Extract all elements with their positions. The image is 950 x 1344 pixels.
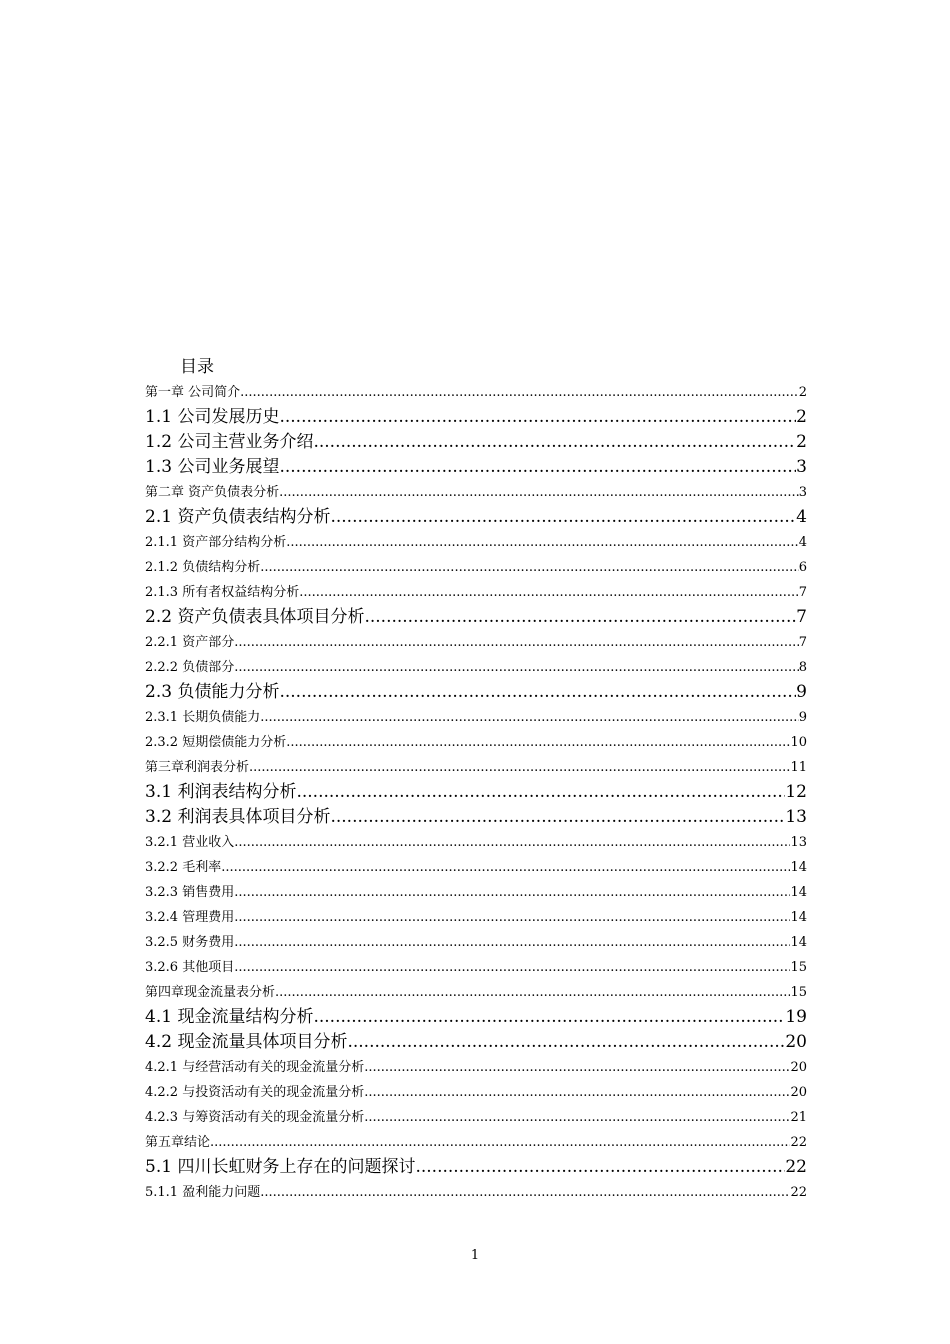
toc-dot-leader xyxy=(234,630,799,655)
toc-dot-leader xyxy=(234,830,790,855)
toc-entry-page: 3 xyxy=(798,485,807,500)
toc-entry[interactable] xyxy=(145,1005,807,1030)
toc-entry-page: 15 xyxy=(790,960,807,975)
toc-entry[interactable] xyxy=(145,555,807,580)
toc-entry-page: 3 xyxy=(796,457,807,477)
toc-entry-page: 13 xyxy=(790,835,807,850)
toc-entry-page: 12 xyxy=(785,782,807,802)
toc-entry-title: 2.3.2 短期偿债能力分析 xyxy=(145,735,287,750)
toc-entry-title: 第三章利润表分析 xyxy=(145,760,250,775)
toc-dot-leader xyxy=(234,880,790,905)
toc-dot-leader xyxy=(260,555,799,580)
toc-entry[interactable] xyxy=(145,505,807,530)
toc-dot-leader xyxy=(364,1080,790,1105)
toc-entry-title: 1.2 公司主营业务介绍 xyxy=(145,432,314,452)
toc-entry-title: 1.1 公司发展历史 xyxy=(145,407,280,427)
toc-entry-title: 2.3 负债能力分析 xyxy=(145,682,280,702)
table-of-contents xyxy=(145,380,807,1205)
toc-entry-title: 4.2.1 与经营活动有关的现金流量分析 xyxy=(145,1060,365,1075)
toc-entry-page: 15 xyxy=(790,985,807,1000)
toc-entry-title: 4.1 现金流量结构分析 xyxy=(145,1007,314,1027)
toc-title: 目录 xyxy=(180,357,214,377)
toc-dot-leader xyxy=(330,505,796,530)
toc-entry-title: 3.2.2 毛利率 xyxy=(145,860,222,875)
toc-dot-leader xyxy=(234,955,790,980)
toc-entry-page: 2 xyxy=(796,407,807,427)
toc-entry[interactable] xyxy=(145,380,807,405)
toc-dot-leader xyxy=(234,905,790,930)
toc-entry-page: 22 xyxy=(790,1185,807,1200)
toc-dot-leader xyxy=(330,805,785,830)
toc-dot-leader xyxy=(279,455,796,480)
toc-entry-page: 4 xyxy=(798,535,807,550)
toc-entry-page: 20 xyxy=(785,1032,807,1052)
toc-dot-leader xyxy=(364,1055,790,1080)
toc-entry-title: 2.1.1 资产部分结构分析 xyxy=(145,535,287,550)
toc-dot-leader xyxy=(249,755,790,780)
toc-dot-leader xyxy=(286,530,799,555)
toc-entry-page: 2 xyxy=(796,432,807,452)
toc-entry-page: 6 xyxy=(798,560,807,575)
toc-entry[interactable] xyxy=(145,880,807,905)
toc-dot-leader xyxy=(240,380,799,405)
toc-dot-leader xyxy=(234,655,799,680)
toc-entry[interactable] xyxy=(145,730,807,755)
toc-entry-page: 14 xyxy=(790,860,807,875)
toc-entry-title: 2.2.1 资产部分 xyxy=(145,635,235,650)
toc-entry-page: 20 xyxy=(790,1060,807,1075)
toc-entry-page: 4 xyxy=(796,507,807,527)
toc-entry[interactable] xyxy=(145,805,807,830)
toc-dot-leader xyxy=(313,430,796,455)
toc-entry-title: 3.2 利润表具体项目分析 xyxy=(145,807,331,827)
toc-entry-title: 第二章 资产负债表分析 xyxy=(145,485,280,500)
toc-entry-title: 4.2.2 与投资活动有关的现金流量分析 xyxy=(145,1085,365,1100)
toc-entry-page: 20 xyxy=(790,1085,807,1100)
toc-dot-leader xyxy=(364,605,796,630)
toc-dot-leader xyxy=(260,1180,790,1205)
toc-entry-page: 14 xyxy=(790,910,807,925)
toc-entry-title: 3.2.3 销售费用 xyxy=(145,885,235,900)
toc-entry-title: 2.3.1 长期负债能力 xyxy=(145,710,261,725)
toc-entry-page: 21 xyxy=(790,1110,807,1125)
toc-entry[interactable] xyxy=(145,1130,807,1155)
toc-entry-title: 3.2.5 财务费用 xyxy=(145,935,235,950)
toc-dot-leader xyxy=(221,855,790,880)
toc-entry-page: 10 xyxy=(790,735,807,750)
toc-entry-title: 2.2 资产负债表具体项目分析 xyxy=(145,607,365,627)
toc-entry-title: 第四章现金流量表分析 xyxy=(145,985,276,1000)
toc-dot-leader xyxy=(279,405,796,430)
toc-entry[interactable] xyxy=(145,480,807,505)
toc-dot-leader xyxy=(279,680,796,705)
toc-entry[interactable] xyxy=(145,830,807,855)
toc-entry-title: 3.2.4 管理费用 xyxy=(145,910,235,925)
toc-entry[interactable] xyxy=(145,530,807,555)
toc-dot-leader xyxy=(260,705,799,730)
toc-entry-page: 9 xyxy=(796,682,807,702)
toc-entry[interactable] xyxy=(145,655,807,680)
toc-entry-title: 4.2 现金流量具体项目分析 xyxy=(145,1032,348,1052)
toc-entry-title: 4.2.3 与筹资活动有关的现金流量分析 xyxy=(145,1110,365,1125)
toc-entry[interactable] xyxy=(145,905,807,930)
toc-entry[interactable] xyxy=(145,580,807,605)
toc-entry[interactable] xyxy=(145,980,807,1005)
toc-entry-title: 3.2.6 其他项目 xyxy=(145,960,235,975)
toc-entry[interactable] xyxy=(145,955,807,980)
toc-entry-page: 13 xyxy=(785,807,807,827)
toc-entry[interactable] xyxy=(145,705,807,730)
toc-dot-leader xyxy=(415,1155,785,1180)
toc-dot-leader xyxy=(347,1030,785,1055)
toc-entry-title: 第一章 公司简介 xyxy=(145,385,241,400)
toc-entry[interactable] xyxy=(145,430,807,455)
toc-entry[interactable] xyxy=(145,1155,807,1180)
toc-entry-page: 22 xyxy=(785,1157,807,1177)
toc-entry[interactable] xyxy=(145,1030,807,1055)
toc-entry-title: 5.1.1 盈利能力问题 xyxy=(145,1185,261,1200)
toc-entry-page: 7 xyxy=(798,585,807,600)
toc-entry-page: 14 xyxy=(790,885,807,900)
toc-entry-title: 1.3 公司业务展望 xyxy=(145,457,280,477)
toc-entry[interactable] xyxy=(145,1105,807,1130)
toc-entry[interactable] xyxy=(145,780,807,805)
toc-entry-title: 2.2.2 负债部分 xyxy=(145,660,235,675)
toc-entry-title: 第五章结论 xyxy=(145,1135,211,1150)
toc-entry-title: 2.1 资产负债表结构分析 xyxy=(145,507,331,527)
toc-entry-title: 3.2.1 营业收入 xyxy=(145,835,235,850)
toc-entry[interactable] xyxy=(145,455,807,480)
toc-entry-title: 5.1 四川长虹财务上存在的问题探讨 xyxy=(145,1157,416,1177)
toc-dot-leader xyxy=(275,980,790,1005)
toc-dot-leader xyxy=(210,1130,790,1155)
toc-entry[interactable] xyxy=(145,680,807,705)
toc-entry-page: 11 xyxy=(790,760,807,775)
toc-entry-page: 7 xyxy=(796,607,807,627)
page-number: 1 xyxy=(470,1248,480,1263)
toc-dot-leader xyxy=(279,480,799,505)
toc-dot-leader xyxy=(313,1005,785,1030)
toc-entry-page: 9 xyxy=(798,710,807,725)
toc-entry[interactable] xyxy=(145,1055,807,1080)
toc-entry-page: 19 xyxy=(785,1007,807,1027)
toc-dot-leader xyxy=(286,730,790,755)
toc-entry[interactable] xyxy=(145,605,807,630)
toc-dot-leader xyxy=(299,580,799,605)
toc-entry[interactable] xyxy=(145,405,807,430)
toc-entry[interactable] xyxy=(145,930,807,955)
toc-dot-leader xyxy=(364,1105,790,1130)
toc-entry-page: 22 xyxy=(790,1135,807,1150)
toc-entry-page: 14 xyxy=(790,935,807,950)
toc-entry-page: 2 xyxy=(798,385,807,400)
toc-entry-title: 2.1.2 负债结构分析 xyxy=(145,560,261,575)
toc-entry[interactable] xyxy=(145,1180,807,1205)
toc-entry[interactable] xyxy=(145,1080,807,1105)
toc-entry[interactable] xyxy=(145,755,807,780)
toc-dot-leader xyxy=(296,780,785,805)
toc-entry-title: 3.1 利润表结构分析 xyxy=(145,782,297,802)
toc-entry-page: 7 xyxy=(798,635,807,650)
toc-dot-leader xyxy=(234,930,790,955)
toc-entry[interactable] xyxy=(145,855,807,880)
toc-entry-title: 2.1.3 所有者权益结构分析 xyxy=(145,585,300,600)
toc-entry-page: 8 xyxy=(798,660,807,675)
toc-entry[interactable] xyxy=(145,630,807,655)
